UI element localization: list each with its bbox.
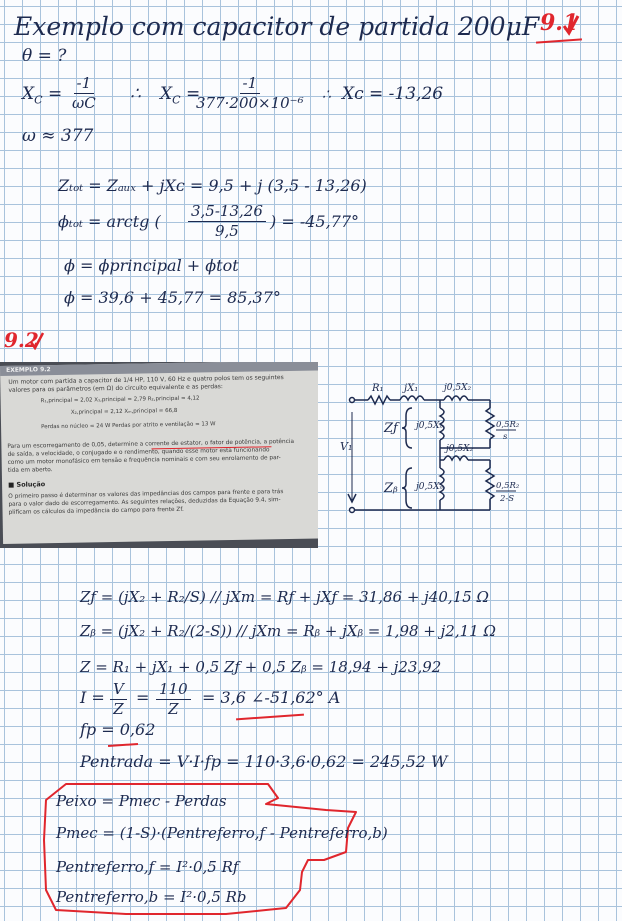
page-title: Exemplo com capacitor de partida 200μF [14, 12, 540, 41]
theta-question: θ = ? [22, 46, 67, 66]
jx2-top-label: j0,5X₂ [444, 383, 472, 393]
book-line: Um motor com partida a capacitor de 1/4 HP, 110 V, 60 Hz e quatro polos tem os seguintes [8, 374, 284, 386]
book-line: ■ Solução [8, 480, 46, 489]
current-result-underline [236, 714, 304, 721]
section-tag-9-2: 9.2 [4, 330, 39, 350]
book-line: Perdas no núcleo = 24 W Perdas por atrito e ventilação = 13 W [41, 421, 216, 431]
omega-value: ω ≈ 377 [22, 126, 94, 146]
equivalent-circuit-diagram [340, 378, 584, 528]
book-line: tida em aberto. [7, 467, 53, 474]
therefore-symbol-2: ∴ [322, 87, 331, 103]
current-fraction-1: $\frac{V}{Z}$ [110, 682, 127, 717]
book-line: para o valor dado de escorregamento. As seguintes relações, deduzidas da Equação 9.4, sim- [8, 497, 281, 508]
v1-label: V₁ [340, 440, 353, 453]
zf-equation: Zƒ = (jX₂ + R₂/S) // jXm = Rƒ + jXƒ = 31,86 + j40,15 Ω [80, 588, 489, 606]
z-total-equation: Z = R₁ + jX₁ + 0,5 Zƒ + 0,5 Zᵦ = 18,94 + j23,92 [80, 658, 442, 676]
section-tag-underline [536, 38, 582, 43]
phi-definition: ϕ = ϕprincipal + ϕtot [64, 256, 239, 275]
textbook-page [0, 362, 318, 544]
check-mark-icon [562, 14, 580, 36]
current-fraction-2: $\frac{110}{Z}$ [156, 682, 191, 717]
shaft-power: Peixo = Pmec - Perdas [56, 792, 227, 810]
zf-label: Zƒ [384, 421, 398, 436]
current-eq: = [136, 688, 150, 707]
phitot-rhs: ) = -45,77° [270, 212, 360, 231]
power-factor-underline [108, 743, 138, 747]
xc-result: Xᴄ = -13,26 [342, 84, 444, 104]
jx1-label: jX₁ [404, 383, 419, 394]
r2-bot-den: 2-S [500, 494, 515, 504]
current-result: = 3,6 ∠-51,62° A [202, 688, 341, 707]
check-mark-icon [30, 332, 44, 350]
book-line: de saída, a velocidade, o conjugado e o rendimento, quando esse motor está funcionando [7, 447, 270, 458]
book-line: Para um escorregamento de 0,05, determine a corrente de estator, o fator de potência, a potência [7, 438, 295, 450]
phitot-lhs: ϕₜₒₜ = arctg ( [58, 212, 161, 231]
r2-top-num: 0,5R₂ [496, 420, 520, 430]
r2-bot-num: 0,5R₂ [496, 481, 520, 491]
therefore-symbol-1: ∴ [130, 84, 141, 104]
book-line: valores para os parâmetros (em Ω) do circuito equivalente e as perdas: [8, 383, 224, 394]
r2-top-den: s [503, 432, 508, 442]
xc-fraction-1: $\frac{-1}{\omega C}$ [72, 74, 96, 112]
xc-fraction-2: $\frac{-1}{\text{377·200×10⁻⁶}}$ [196, 74, 304, 112]
ztot-equation: Zₜₒₜ = Zₐᵤₓ + jXᴄ = 9,5 + j (3,5 - 13,26) [58, 176, 367, 195]
section-tag-9-1: 9.1 [540, 10, 579, 36]
zb-equation: Zᵦ = (jX₂ + R₂/(2-S)) // jXm = Rᵦ + jXᵦ = 1,98 + j2,11 Ω [80, 622, 496, 640]
airgap-power-forward: Pentreferro,f = I²·0,5 Rf [56, 858, 239, 876]
book-line: plificam os cálculos da impedância do campo para frente Zf. [8, 506, 184, 516]
zb-label: Zᵦ [384, 481, 398, 496]
phitot-fraction: $\frac{3,5-13,26}{9,5}$ [188, 204, 266, 239]
airgap-power-backward: Pentreferro,b = I²·0,5 Rb [56, 888, 247, 906]
jx2-bot-label: j0,5X₂ [446, 444, 474, 454]
example-header: EXEMPLO 9.2 [0, 362, 318, 376]
xc-definition-lhs-2: $X_C$ = [160, 84, 201, 107]
textbook-photo [0, 362, 318, 548]
xc-definition-lhs: $X_C$ = [22, 84, 63, 107]
book-line: O primeiro passo é determinar os valores das impedâncias dos campos para frente e para trás [8, 489, 284, 500]
r1-label: R₁ [372, 383, 384, 394]
current-lhs: I = [80, 688, 105, 707]
phi-result: ϕ = 39,6 + 45,77 = 85,37° [64, 288, 281, 307]
input-power: Pentrada = V·I·fp = 110·3,6·0,62 = 245,52 W [80, 752, 448, 771]
book-line: R₁,principal = 2,02 X₁,principal = 2,79 R₂,principal = 4,12 [40, 395, 200, 405]
jxm-bot-label: j0,5Xₘ [416, 482, 446, 492]
power-factor: fp = 0,62 [80, 720, 156, 739]
mechanical-power: Pmec = (1-S)·(Pentreferro,f - Pentreferro,b) [56, 824, 388, 842]
jxm-top-label: j0,5Xₘ [416, 421, 446, 431]
book-line: X₂,principal = 2,12 Xₘ,principal = 66,8 [70, 407, 178, 416]
book-line: como um motor monofásico em tensão e frequência nominais e com seu enrolamento de par- [7, 455, 281, 466]
